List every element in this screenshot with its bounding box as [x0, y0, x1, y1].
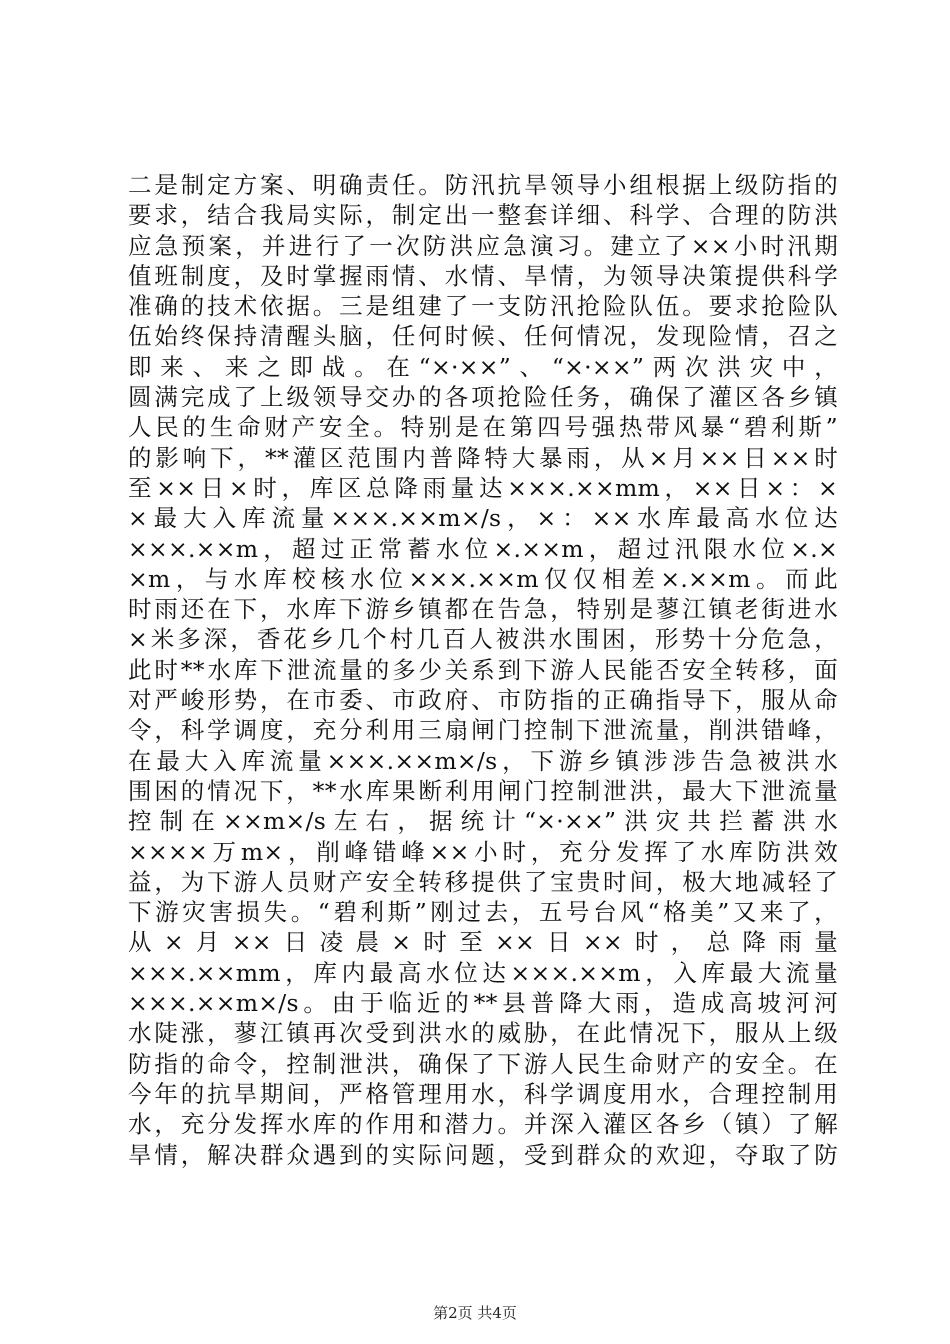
text-line: ×最大入库流量×××.××m×/s，×：××水库最高水位达 [128, 504, 838, 533]
page-number-label: 第2页 共4页 [433, 1304, 517, 1322]
text-line: 下游灾害损失。“碧利斯”刚过去，五号台风“格美”又来了， [128, 898, 838, 927]
text-line: 值班制度，及时掌握雨情、水情、旱情，为领导决策提供科学 [128, 261, 838, 290]
text-line: 的影响下，**灌区范围内普降特大暴雨，从×月××日××时 [128, 443, 838, 472]
text-line: 令，科学调度，充分利用三扇闸门控制下泄流量，削洪错峰， [128, 716, 838, 745]
text-line: 对严峻形势，在市委、市政府、市防指的正确指导下，服从命 [128, 686, 838, 715]
text-line: 应急预案，并进行了一次防洪应急演习。建立了××小时汛期 [128, 231, 838, 260]
text-line: 水陡涨，蓼江镇再次受到洪水的威胁，在此情况下，服从上级 [128, 1019, 838, 1048]
text-line: 要求，结合我局实际，制定出一整套详细、科学、合理的防洪 [128, 201, 838, 230]
text-line: 至××日×时，库区总降雨量达×××.××mm，××日×：× [128, 473, 838, 502]
text-line: 水，充分发挥水库的作用和潜力。并深入灌区各乡（镇）了解 [128, 1110, 838, 1139]
text-line: 准确的技术依据。三是组建了一支防汛抢险队伍。要求抢险队 [128, 292, 838, 321]
text-line: ×××.××m，超过正常蓄水位×.××m，超过汛限水位×.× [128, 534, 838, 563]
text-line: 即来、来之即战。在“×·××”、“×·××”两次洪灾中， [128, 352, 838, 381]
text-line: 时雨还在下，水库下游乡镇都在告急，特别是蓼江镇老街进水 [128, 595, 838, 624]
text-line: ××××万m×，削峰错峰××小时，充分发挥了水库防洪效 [128, 837, 838, 866]
text-line: 防指的命令，控制泄洪，确保了下游人民生命财产的安全。在 [128, 1049, 838, 1078]
text-line: 围困的情况下，**水库果断利用闸门控制泄洪，最大下泄流量 [128, 776, 838, 805]
text-line: ×m，与水库校核水位×××.××m仅仅相差×.××m。而此 [128, 564, 838, 593]
text-line: 今年的抗旱期间，严格管理用水，科学调度用水，合理控制用 [128, 1079, 838, 1108]
text-line: 伍始终保持清醒头脑，任何时候、任何情况，发现险情，召之 [128, 322, 838, 351]
text-line: ×米多深，香花乡几个村几百人被洪水围困，形势十分危急， [128, 625, 838, 654]
text-line: ×××.××mm，库内最高水位达×××.××m，入库最大流量 [128, 958, 838, 987]
text-line: 人民的生命财产安全。特别是在第四号强热带风暴“碧利斯” [128, 413, 838, 442]
body-text [128, 170, 838, 1170]
text-line: 旱情，解决群众遇到的实际问题，受到群众的欢迎，夺取了防 [128, 1140, 838, 1169]
text-line: 此时**水库下泄流量的多少关系到下游人民能否安全转移，面 [128, 655, 838, 684]
text-line: 圆满完成了上级领导交办的各项抢险任务，确保了灌区各乡镇 [128, 383, 838, 412]
text-line: 二是制定方案、明确责任。防汛抗旱领导小组根据上级防指的 [128, 171, 838, 199]
text-line: 控制在××m×/s左右，据统计“×·××”洪灾共拦蓄洪水 [128, 807, 838, 836]
text-line: ×××.××m×/s。由于临近的**县普降大雨，造成高坡河河 [128, 989, 838, 1018]
page-footer [0, 1302, 950, 1323]
text-line: 从×月××日凌晨×时至××日××时，总降雨量 [128, 928, 838, 957]
text-line: 在最大入库流量×××.××m×/s，下游乡镇涉涉告急被洪水 [128, 746, 838, 775]
text-line: 益，为下游人员财产安全转移提供了宝贵时间，极大地减轻了 [128, 867, 838, 896]
